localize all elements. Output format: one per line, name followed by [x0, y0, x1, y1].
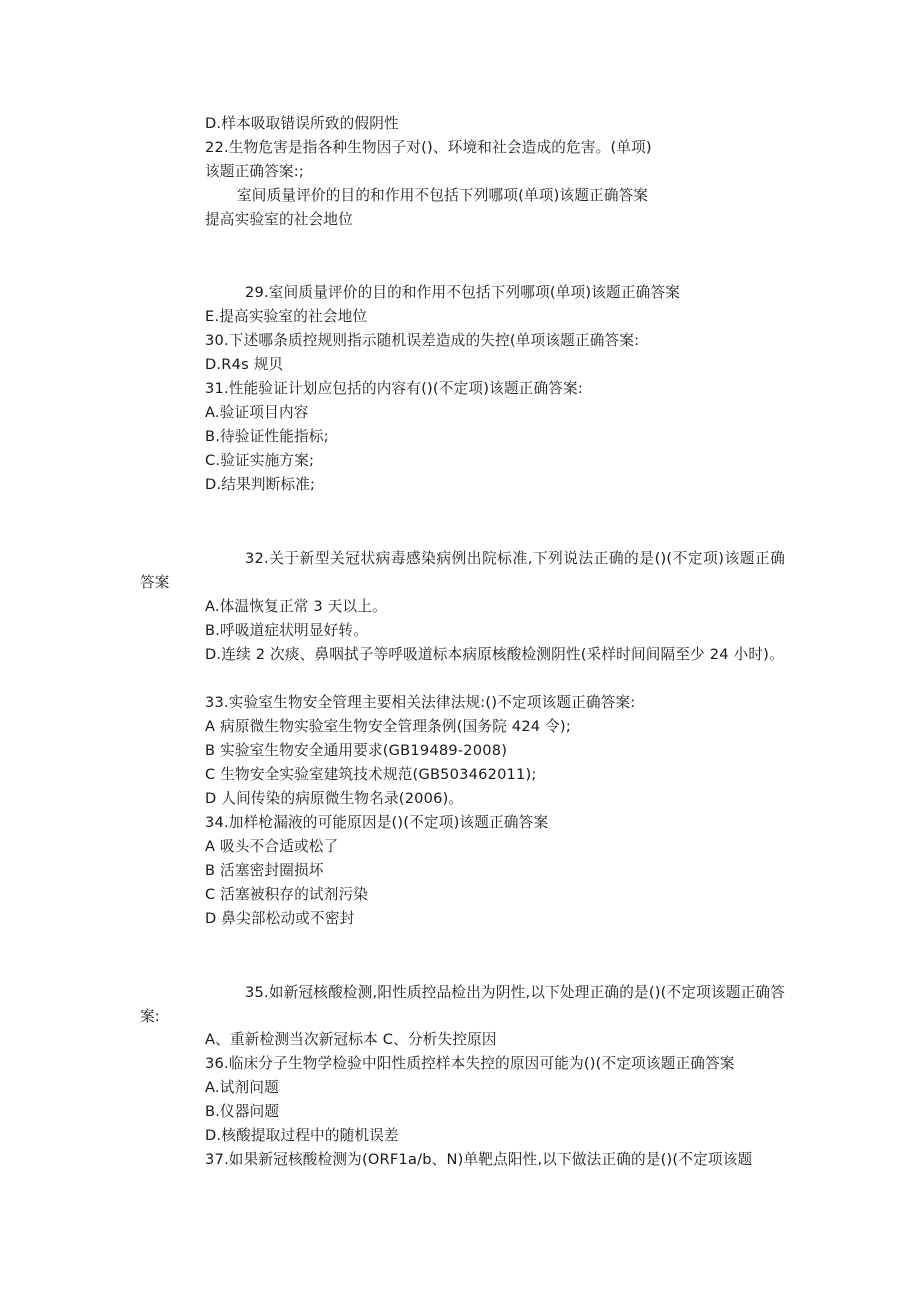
answer-option: A.体温恢复正常 3 天以上。 [205, 598, 387, 615]
answer-option: B.待验证性能指标; [205, 428, 329, 445]
answer-option: A.验证项目内容 [205, 404, 309, 421]
answer-option: D.核酸提取过程中的随机误差 [205, 1127, 399, 1144]
question-31: 31.性能验证计划应包括的内容有()(不定项)该题正确答案: [205, 380, 583, 397]
answer-label: 该题正确答案:; [205, 163, 304, 180]
question-30: 30.下述哪条质控规则指示随机误差造成的失控(单项该题正确答案: [205, 332, 640, 349]
answer-option: D.结果判断标准; [205, 476, 316, 493]
question-34: 34.加样枪漏液的可能原因是()(不定项)该题正确答案 [205, 814, 549, 831]
answer-option: D.R4s 规贝 [205, 356, 284, 373]
answer-option: B.呼吸道症状明显好转。 [205, 622, 368, 639]
answer-option: C.验证实施方案; [205, 452, 315, 469]
answer-option: D.连续 2 次痰、鼻咽拭子等呼吸道标本病原核酸检测阴性(采样时间间隔至少 24 小时)。 [205, 646, 784, 663]
answer-option: B.仪器问题 [205, 1103, 280, 1120]
answer-option: B 活塞密封圈损坏 [205, 862, 324, 879]
answer-option: A 吸头不合适或松了 [205, 838, 339, 855]
answer-option: A、重新检测当次新冠标本 C、分析失控原因 [205, 1031, 497, 1048]
answer-option: C 生物安全实验室建筑技术规范(GB503462011); [205, 766, 537, 783]
answer-option: D 人间传染的病原微生物名录(2006)。 [205, 790, 464, 807]
question-35: 35.如新冠核酸检测,阳性质控品检出为阴性,以下处理正确的是()(不定项该题正确答案: [140, 984, 785, 1026]
question-36: 36.临床分子生物学检验中阳性质控样本失控的原因可能为()(不定项该题正确答案 [205, 1055, 735, 1072]
answer-option: C 活塞被积存的试剂污染 [205, 886, 369, 903]
answer-option: E.提高实验室的社会地位 [205, 308, 368, 325]
answer-option: B 实验室生物安全通用要求(GB19489-2008) [205, 742, 508, 759]
question-37: 37.如果新冠核酸检测为(ORF1a/b、N)单靶点阳性,以下做法正确的是()(不定项该题 [205, 1151, 753, 1168]
question-32: 32.关于新型关冠状病毒感染病例出院标准,下列说法正确的是()(不定项)该题正确答案 [140, 550, 785, 592]
question-29: 29.室间质量评价的目的和作用不包括下列哪项(单项)该题正确答案 [245, 284, 681, 301]
text-line: D.样本吸取错误所致的假阴性 [205, 115, 399, 132]
answer-option: D 鼻尖部松动或不密封 [205, 910, 355, 927]
answer-option: A.试剂问题 [205, 1079, 279, 1096]
answer-option: A 病原微生物实验室生物安全管理条例(国务院 424 令); [205, 718, 571, 735]
text-line: 提高实验室的社会地位 [205, 211, 353, 228]
question-33: 33.实验室生物安全管理主要相关法律法规:()不定项该题正确答案: [205, 694, 636, 711]
question-22: 22.生物危害是指各种生物因子对()、环境和社会造成的危害。(单项) [205, 139, 652, 156]
text-line: 室间质量评价的目的和作用不包括下列哪项(单项)该题正确答案 [237, 187, 649, 204]
